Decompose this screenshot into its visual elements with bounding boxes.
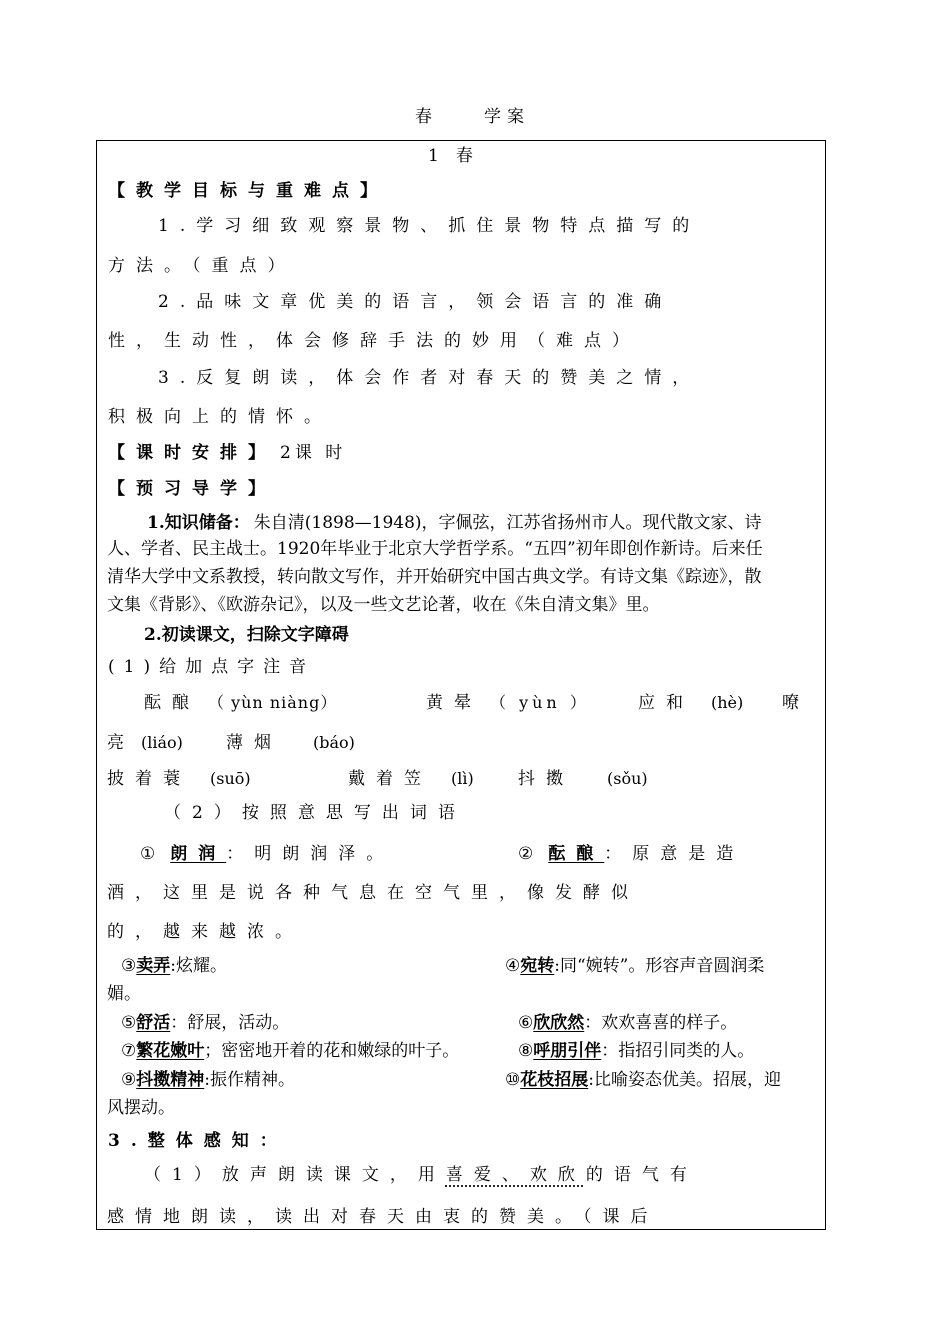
schedule-line [108,442,346,464]
def-10-line-2: 风摆动。 [107,1098,175,1118]
pinyin-word-baoyan: 薄烟 [226,733,282,753]
page-title: 春 学案 [415,107,530,127]
def-10-word: 花枝招展 [520,1070,589,1090]
def-5-number: ⑤ [121,1013,137,1033]
pinyin-huangyun: （ yùn ） [490,693,590,712]
def-2-word: 酝酿 [548,844,605,864]
pinyin-word-liao-a: 嘹 [782,693,799,713]
pinyin-yinghe: (hè) [711,693,744,712]
def-9-word: 抖擞精神 [136,1070,205,1090]
def-6-text: ：欢欢喜喜的样子。 [584,1013,738,1033]
def-7-word: 繁花嫩叶 [136,1041,205,1061]
pinyin-word-yinghe: 应和 [638,693,694,713]
def-3-text: :炫耀。 [170,956,227,976]
pinyin-word-li: 戴着笠 [348,769,432,789]
pinyin-bao: (báo) [313,733,355,752]
knowledge-label: 1.知识储备： [147,513,250,533]
first-reading-heading: 2.初读课文，扫除文字障碍 [144,625,349,645]
def-2-line-3: 的，越来越浓。 [107,922,303,942]
pinyin-word-suo: 披着蓑 [107,769,191,789]
goal-3-line-1: 3.反复朗读，体会作者对春天的赞美之情， [158,368,701,388]
knowledge-line-4: 文集《背影》、《欧游杂记》，以及一些文艺论著，收在《朱自清文集》里。 [107,595,660,615]
def-5-word: 舒活 [136,1013,171,1033]
def-4-text: :同“婉转”。形容声音圆润柔 [554,956,765,976]
def-1 [140,843,394,865]
knowledge-line-2: 人、学者、民主战士。1920年毕业于北京大学哲学系。“五四”初年即创作新诗。后来任 [107,539,763,559]
pinyin-sou: (sǒu) [607,769,648,788]
pinyin-heading: (1)给加点字注音 [108,657,316,677]
pinyin-word-huangyun: 黄晕 [426,693,482,713]
preview-heading: 【预习导学】 [108,479,276,499]
goal-2-line-2: 性，生动性，体会修辞手法的妙用（难点） [108,331,640,351]
overall-line-2: 感情地朗读，读出对春天由衷的赞美。（课后 [107,1207,659,1227]
pinyin-liao: (liáo) [141,733,183,752]
def-8-number: ⑧ [518,1041,534,1061]
def-7-text: ；密密地开着的花和嫩绿的叶子。 [204,1041,460,1061]
def-9-text: :振作精神。 [204,1070,295,1090]
def-2-line-2: 酒，这里是说各种气息在空气里，像发酵似 [107,883,639,903]
def-7-number: ⑦ [121,1041,137,1061]
def-6-number: ⑥ [518,1013,534,1033]
pinyin-word-sou: 抖擞 [518,769,574,789]
def-2-number: ② [518,844,545,864]
def-10-text: :比喻姿态优美。招展，迎 [588,1070,781,1090]
pinyin-word-liao-b: 亮 [107,733,124,753]
def-1-number: ① [140,844,167,864]
def-4-number: ④ [505,956,521,976]
overall-dotted-words: 喜爱、欢欣 [445,1165,586,1185]
knowledge-text-1: 朱自清(1898—1948)，字佩弦，江苏省扬州市人。现代散文家、诗 [253,513,762,533]
def-5 [121,1012,289,1034]
def-6 [518,1012,737,1034]
def-1-text: 明朗润泽。 [254,844,395,864]
pinyin-yunniang: （ yùn niàng） [208,693,338,712]
goal-2-line-1: 2.品味文章优美的语言，领会语言的准确 [158,292,673,312]
def-10-number: ⑩ [505,1070,521,1090]
def-8-text: ：指招引同类的人。 [601,1041,755,1061]
def-7 [121,1040,459,1062]
def-2 [518,843,744,865]
def-4-line-2: 媚。 [107,984,141,1004]
def-2-colon: ： [604,844,633,864]
def-9-number: ⑨ [121,1070,137,1090]
def-3-number: ③ [121,956,137,976]
pinyin-suo: (suō) [210,769,251,788]
def-4-word: 宛转 [520,956,555,976]
def-3 [121,955,227,977]
goals-heading: 【教学目标与重难点】 [108,181,388,201]
schedule-value: 2课 时 [280,443,347,463]
def-3-word: 卖弄 [136,956,171,976]
knowledge-line-1 [147,512,762,534]
schedule-heading: 【课时安排】 [108,443,276,463]
goal-1-line-1: 1.学习细致观察景物、抓住景物特点描写的 [158,216,701,236]
overall-text-1b: 的语气有 [585,1165,698,1185]
pinyin-li: (lì) [451,769,474,788]
words-heading: （2）按照意思写出词语 [164,803,466,823]
def-1-colon: ： [226,844,255,864]
pinyin-word-yunniang: 酝酿 [144,693,200,713]
def-8 [518,1040,754,1062]
def-9 [121,1069,295,1091]
goal-1-line-2: 方法。（重点） [108,256,296,276]
def-6-word: 欣欣然 [533,1013,585,1033]
def-1-word: 朗润 [170,844,227,864]
goal-3-line-2: 积极向上的情怀。 [108,407,332,427]
def-2-text: 原意是造 [632,844,745,864]
def-8-word: 呼朋引伴 [533,1041,602,1061]
def-5-text: ：舒展，活动。 [170,1013,290,1033]
overall-text-1a: （1）放声朗读课文，用 [144,1165,446,1185]
def-10 [505,1069,781,1091]
def-4 [505,955,764,977]
knowledge-line-3: 清华大学中文系教授，转向散文写作，并开始研究中国古典文学。有诗文集《踪迹》，散 [107,567,762,587]
lesson-title: 1 春 [428,146,473,166]
overall-line-1 [144,1164,698,1186]
overall-heading: 3.整体感知： [108,1131,288,1151]
